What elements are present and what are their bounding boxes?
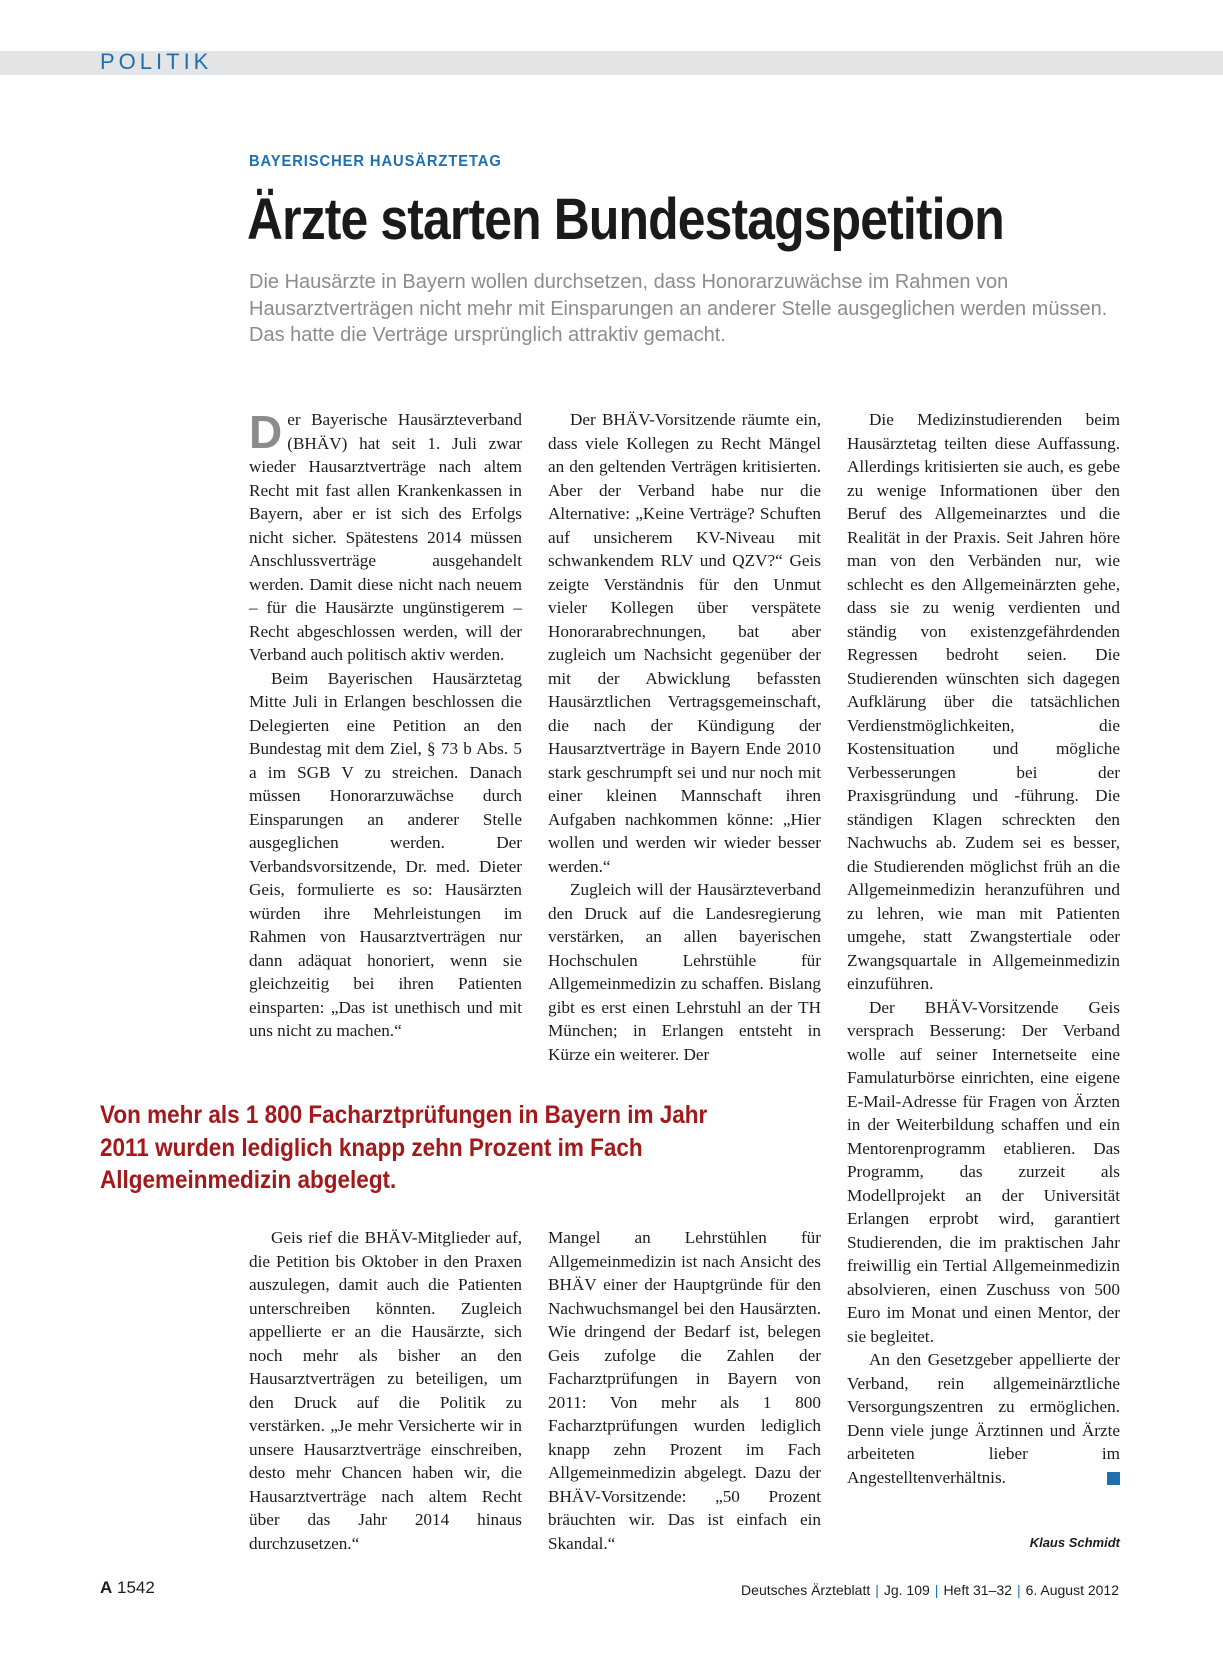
headline: Ärzte starten Bundestagspetition	[247, 187, 1004, 252]
journal-issue: Heft 31–32	[943, 1582, 1012, 1598]
separator: |	[1016, 1582, 1021, 1598]
lead-paragraph: Die Hausärzte in Bayern wollen durchsetzen, dass Honorarzuwächse im Rahmen von Hausarztverträgen nicht mehr mit Einsparungen an anderer Stelle ausgeglichen werden müssen. Das hatte die Verträge ursprünglich attraktiv gemacht.	[249, 271, 1108, 346]
journal-name: Deutsches Ärzteblatt	[741, 1582, 871, 1598]
column-2-top	[548, 408, 821, 1066]
paragraph: Zugleich will der Hausärzteverband den Druck auf die Landesregierung verstärken, an allen bayerischen Hochschulen Lehrstühle für Allgemeinmedizin zu schaffen. Bislang gibt es erst einen Lehrstuhl an der TH München; in Erlangen entsteht in Kürze ein weiterer. Der	[548, 880, 821, 1064]
separator: |	[934, 1582, 939, 1598]
column-1-top	[249, 408, 522, 1043]
separator: |	[875, 1582, 879, 1598]
column-3	[847, 408, 1120, 1489]
paragraph-text: er Bayerische Hausärzteverband (BHÄV) hat seit 1. Juli zwar wieder Hausarztverträge nach altem Recht mit fast allen Krankenkassen in Bayern, aber er ist sich des Erfolgs nicht sicher. Spätestens 2014 müssen Anschlussverträge ausgehandelt werden. Damit diese nicht nach neuem – für die Hausärzte ungünstigerem – Recht abgeschlossen werden, will der Verband auch politisch aktiv werden.	[249, 410, 522, 664]
paragraph: Der BHÄV-Vorsitzende Geis versprach Besserung: Der Verband wolle auf seiner Internetseite eine Famulaturbörse einrichten, eine eigene E-Mail-Adresse für Fragen von Ärzten in der Weiterbildung schaffen und ein Mentorenprogramm etablieren. Das Programm, das zurzeit als Modellprojekt an der Universität Erlangen erprobt wird, garantiert Studierenden, die im praktischen Jahr freiwillig ein Tertial Allgemeinmedizin absolvieren, einen Zuschuss von 500 Euro im Monat und einen Mentor, der sie begleitet.	[847, 997, 1120, 1346]
paragraph: Der BHÄV-Vorsitzende räumte ein, dass viele Kollegen zu Recht Mängel an den geltenden Verträgen kritisierten. Aber der Verband habe nur die Alternative: „Keine Verträge? Schuften auf unsicherem KV-Niveau mit schwankendem RLV und QZV?“ Geis zeigte Verständnis für den Unmut vieler Kollegen über verspätete Honorarabrechnungen, bat aber zugleich um Nachsicht gegenüber der mit der Abwicklung befassten Hausärztlichen Vertragsgemeinschaft, die nach der Kündigung der Hausarztverträge in Bayern Ende 2010 stark geschrumpft sei und nur noch mit einer kleinen Mannschaft ihren Aufgaben nachkommen könne: „Hier wollen und werden wir wieder besser werden.“	[548, 410, 821, 876]
paragraph: Mangel an Lehrstühlen für Allgemeinmedizin ist nach Ansicht des BHÄV einer der Hauptgründe für den Nachwuchsmangel bei den Hausärzten. Wie dringend der Bedarf ist, belegen Geis zufolge die Zahlen der Facharztprüfungen in Bayern von 2011: Von mehr als 1 800 Facharztprüfungen wurden lediglich knapp zehn Prozent im Fach Allgemeinmedizin abgelegt. Dazu der BHÄV-Vorsitzende: „50 Prozent bräuchten wir. Das ist einfach ein Skandal.“	[548, 1228, 821, 1553]
paragraph	[249, 408, 522, 667]
page-number-value: 1542	[117, 1578, 155, 1597]
author-byline: Klaus Schmidt	[1029, 1535, 1120, 1550]
dropcap: D	[249, 406, 283, 458]
pull-quote: Von mehr als 1 800 Facharztprüfungen in Bayern im Jahr 2011 wurden lediglich knapp zehn Prozent im Fach Allgemeinmedizin abgelegt.	[100, 1101, 708, 1194]
column-2-bottom	[548, 1226, 821, 1555]
journal-volume: Jg. 109	[883, 1582, 930, 1598]
paragraph: Geis rief die BHÄV-Mitglieder auf, die Petition bis Oktober in den Praxen auszulegen, damit auch die Patienten unterschreiben könnten. Zugleich appellierte er an die Hausärzte, sich noch mehr als bisher an den Hausarztverträgen zu beteiligen, um den Druck auf die Politik zu verstärken. „Je mehr Versicherte wir in unsere Hausarztverträge einschreiben, desto mehr Chancen haben wir, die Hausarztverträge nach altem Recht über das Jahr 2014 hinaus durchzusetzen.“	[249, 1228, 522, 1553]
page-prefix: A	[100, 1578, 113, 1597]
journal-date: 6. August 2012	[1025, 1582, 1119, 1598]
end-mark-icon	[1107, 1472, 1120, 1485]
journal-footer	[741, 1582, 1119, 1598]
page-number	[100, 1578, 155, 1598]
kicker: BAYERISCHER HAUSÄRZTETAG	[249, 153, 502, 170]
column-1-bottom	[249, 1226, 522, 1555]
section-label: POLITIK	[100, 49, 213, 74]
paragraph: Beim Bayerischen Hausärztetag Mitte Juli in Erlangen beschlossen die Delegierten eine Petition an den Bundestag mit dem Ziel, § 73 b Abs. 5 a im SGB V zu streichen. Danach müssen Honorarzuwächse durch Einsparungen an anderer Stelle ausgeglichen werden. Der Verbandsvorsitzende, Dr. med. Dieter Geis, formulierte es so: Hausärzten würden ihre Mehrleistungen im Rahmen von Hausarztverträgen nur dann adäquat honoriert, wenn sie gleichzeitig bei ihren Patienten einsparten: „Das ist unethisch und mit uns nicht zu machen.“	[249, 668, 522, 1040]
paragraph: Die Medizinstudierenden beim Hausärztetag teilten diese Auffassung. Allerdings kritisierten sie auch, es gebe zu wenige Informationen über den Beruf des Allgemeinarztes und die Realität in der Praxis. Seit Jahren höre man von den Verbänden nur, wie schlecht es den Allgemeinärzten gehe, dass sie zu wenig verdienten und ständig von existenzgefährdenden Regressen bedroht seien. Die Studierenden wünschten sich dagegen Aufklärung über die tatsächlichen Verdienstmöglichkeiten, die Kostensituation und mögliche Verbesserungen bei der Praxisgründung und -führung. Die ständigen Klagen schreckten den Nachwuchs ab. Zudem sei es besser, die Studierenden möglichst früh an die Allgemeinmedizin heranzuführen und zu lehren, wie man mit Patienten umgehe, statt Zwangstertiale oder Zwangsquartale in Allgemeinmedizin einzuführen.	[847, 410, 1120, 993]
paragraph-text: An den Gesetzgeber appellierte der Verband, rein allgemeinärztliche Versorgungszentren zu ermöglichen. Denn viele junge Ärztinnen und Ärzte arbeiteten lieber im Angestelltenverhältnis.	[847, 1350, 1120, 1487]
paragraph	[847, 1348, 1120, 1489]
